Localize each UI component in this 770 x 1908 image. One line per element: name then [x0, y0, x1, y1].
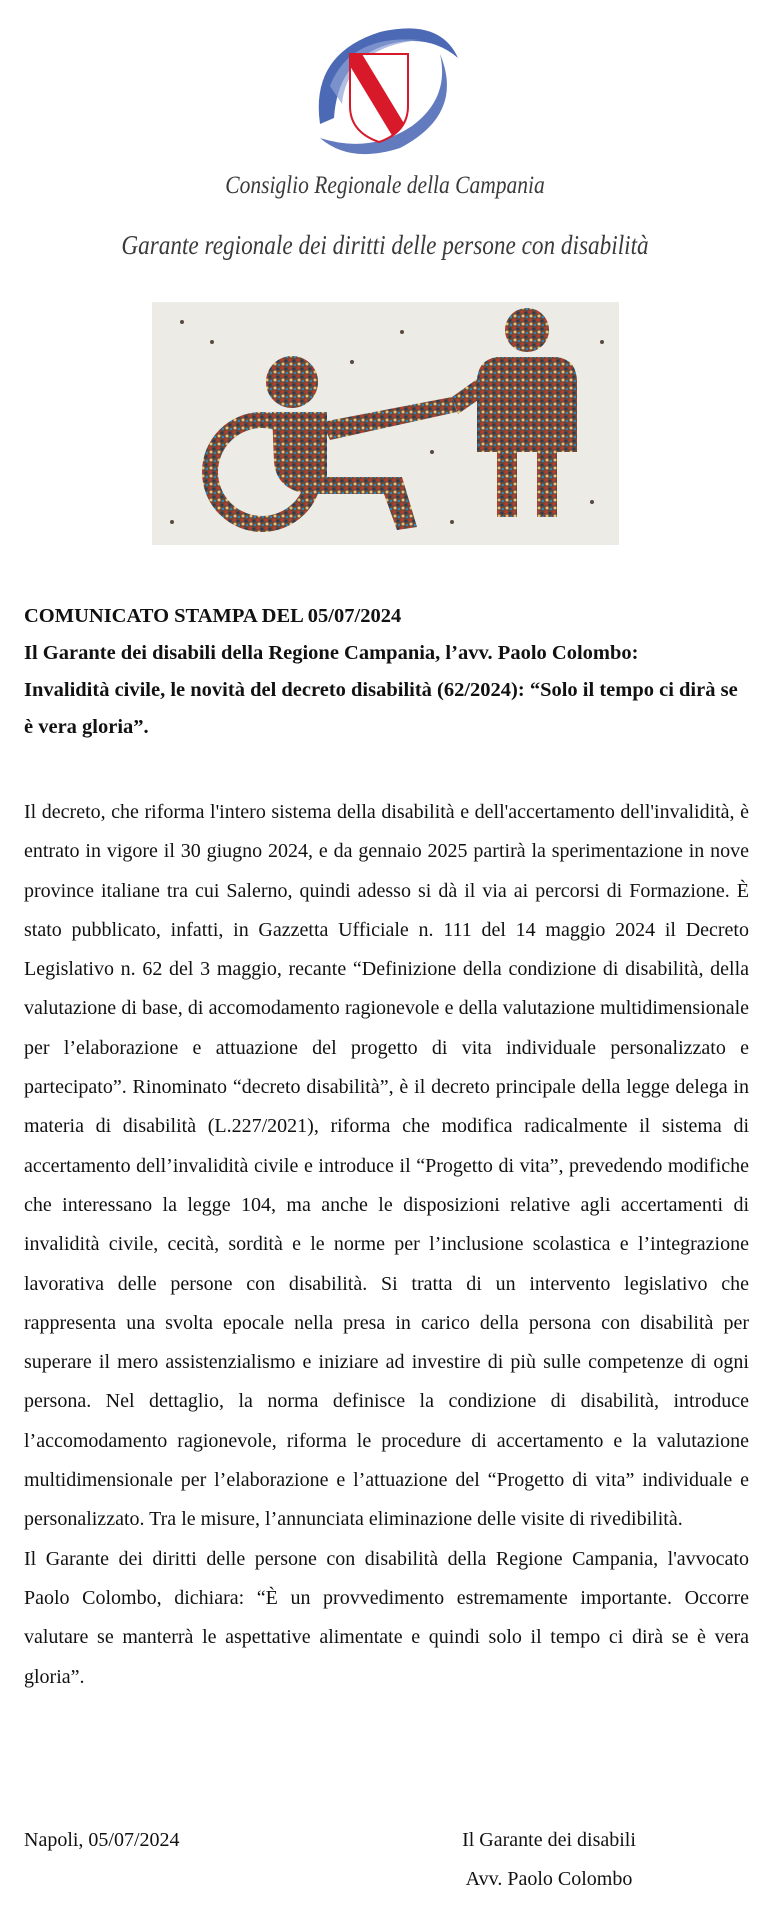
signature-name: Avv. Paolo Colombo — [465, 1868, 633, 1890]
press-release-heading — [24, 598, 742, 746]
crowd-forming-wheelchair-user-and-person-icon — [152, 302, 619, 545]
press-release-footer — [24, 1821, 749, 1901]
press-release-headline: Invalidità civile, le novità del decreto disabilità (62/2024): “Solo il tempo ci dirà se è vera gloria”. — [24, 679, 738, 738]
press-release-author: Il Garante dei disabili della Regione Campania, l’avv. Paolo Colombo: — [24, 642, 639, 664]
body-paragraph: Il decreto, che riforma l'intero sistema della disabilità e dell'accertamento dell'invalidità, è entrato in vigore il 30 giugno 2024, e da gennaio 2025 partirà la sperimentazione in nove province italiane tra cui Salerno, quindi adesso si dà il via ai percorsi di Formazione. È stato pubblicato, infatti, in Gazzetta Ufficiale n. 111 del 14 maggio 2024 il Decreto Legislativo n. 62 del 3 maggio, recante “Definizione della condizione di disabilità, della valutazione di base, di accomodamento ragionevole e della valutazione multidimensionale per l’elaborazione e attuazione del progetto di vita individuale personalizzato e partecipato”. Rinominato “decreto disabilità”, è il decreto principale della legge delega in materia di disabilità (L.227/2021), riforma che modifica radicalmente il sistema di accertamento dell’invalidità civile e introduce il “Progetto di vita”, prevedendo modifiche che interessano la legge 104, ma anche le disposizioni relative agli accertamenti di invalidità civile, cecità, sordità e le norme per l’inclusione scolastica e l’integrazione lavorativa delle persone con disabilità. Si tratta di un intervento legislativo che rappresenta una svolta epocale nella presa in carico della persona con disabilità per superare il mero assistenzialismo e iniziare ad investire di più sulle competenze di ogni persona. Nel dettaglio, la norma definisce la condizione di disabilità, introduce l’accomodamento ragionevole, riforma le procedure di accertamento e la valutazione multidimensionale per l’elaborazione e l’attuazione del “Progetto di vita” individuale e personalizzato. Tra le misure, l’annunciata eliminazione delle visite di rivedibilità. — [24, 801, 749, 1531]
press-release-body — [24, 793, 749, 1697]
body-paragraph: Il Garante dei diritti delle persone con disabilità della Regione Campania, l'avvocato Paolo Colombo, dichiara: “È un provvedimento estremamente importante. Occorre valutare se manterrà le aspettative alimentate e quindi solo il tempo ci dirà se è vera gloria”. — [24, 1547, 749, 1688]
organization-subtitle: Garante regionale dei diritti delle persone con disabilità — [121, 230, 649, 260]
organization-name: Consiglio Regionale della Campania — [225, 172, 545, 199]
campania-region-emblem-icon — [290, 14, 470, 164]
press-release-date: COMUNICATO STAMPA DEL 05/07/2024 — [24, 605, 402, 627]
signature-block — [434, 1821, 664, 1899]
place-and-date: Napoli, 05/07/2024 — [24, 1829, 180, 1851]
signature-title: Il Garante dei disabili — [462, 1829, 636, 1851]
